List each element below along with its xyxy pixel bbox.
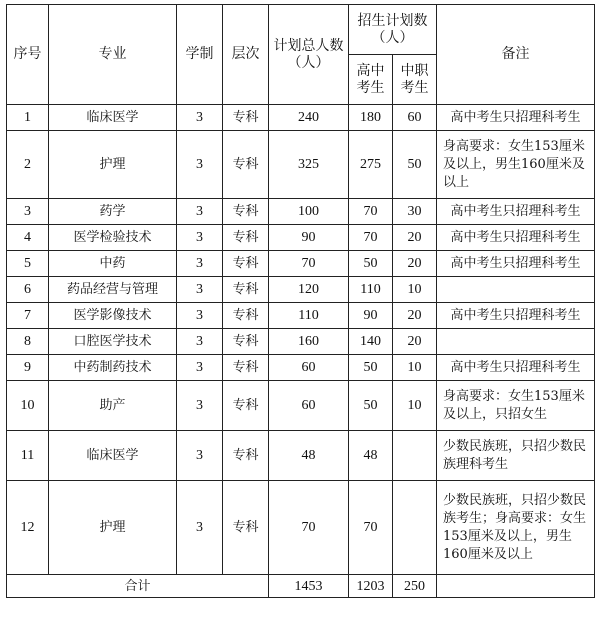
cell-voc: 10: [393, 355, 437, 381]
cell-high: 70: [349, 199, 393, 225]
table-row: [7, 381, 595, 431]
table-row: [7, 105, 595, 131]
cell-total: 160: [269, 329, 349, 355]
cell-duration: 3: [177, 277, 223, 303]
total-sum: 1453: [269, 575, 349, 598]
cell-seq: 10: [7, 381, 49, 431]
cell-remark: 少数民族班，只招少数民族理科考生: [437, 431, 595, 481]
cell-major: 护理: [49, 481, 177, 575]
cell-high: 275: [349, 131, 393, 199]
cell-major: 临床医学: [49, 105, 177, 131]
cell-remark: 少数民族班，只招少数民族考生；身高要求：女生153厘米及以上，男生160厘米及以上: [437, 481, 595, 575]
cell-high: 48: [349, 431, 393, 481]
cell-major: 中药制药技术: [49, 355, 177, 381]
cell-level: 专科: [223, 303, 269, 329]
cell-major: 医学影像技术: [49, 303, 177, 329]
cell-level: 专科: [223, 131, 269, 199]
cell-remark: 高中考生只招理科考生: [437, 105, 595, 131]
cell-major: 药品经营与管理: [49, 277, 177, 303]
cell-total: 120: [269, 277, 349, 303]
cell-voc: 20: [393, 329, 437, 355]
cell-high: 70: [349, 225, 393, 251]
cell-seq: 2: [7, 131, 49, 199]
cell-seq: 4: [7, 225, 49, 251]
cell-voc: 20: [393, 251, 437, 277]
cell-level: 专科: [223, 277, 269, 303]
table-row: [7, 199, 595, 225]
cell-voc: 20: [393, 225, 437, 251]
cell-remark: 高中考生只招理科考生: [437, 225, 595, 251]
table-row: [7, 277, 595, 303]
table-row: [7, 303, 595, 329]
cell-seq: 1: [7, 105, 49, 131]
cell-level: 专科: [223, 105, 269, 131]
cell-level: 专科: [223, 431, 269, 481]
cell-total: 325: [269, 131, 349, 199]
total-voc: 250: [393, 575, 437, 598]
cell-total: 240: [269, 105, 349, 131]
cell-seq: 12: [7, 481, 49, 575]
cell-seq: 5: [7, 251, 49, 277]
cell-seq: 3: [7, 199, 49, 225]
cell-major: 医学检验技术: [49, 225, 177, 251]
cell-level: 专科: [223, 199, 269, 225]
header-total: 计划总人数（人）: [269, 5, 349, 105]
cell-seq: 11: [7, 431, 49, 481]
cell-total: 48: [269, 431, 349, 481]
cell-major: 助产: [49, 381, 177, 431]
cell-duration: 3: [177, 251, 223, 277]
cell-high: 70: [349, 481, 393, 575]
cell-major: 口腔医学技术: [49, 329, 177, 355]
cell-total: 60: [269, 355, 349, 381]
cell-voc: 10: [393, 381, 437, 431]
cell-total: 70: [269, 481, 349, 575]
total-high: 1203: [349, 575, 393, 598]
cell-voc: 20: [393, 303, 437, 329]
cell-total: 100: [269, 199, 349, 225]
table-row: [7, 481, 595, 575]
cell-high: 140: [349, 329, 393, 355]
cell-duration: 3: [177, 225, 223, 251]
cell-high: 50: [349, 355, 393, 381]
cell-level: 专科: [223, 355, 269, 381]
cell-level: 专科: [223, 481, 269, 575]
table-row: [7, 131, 595, 199]
cell-major: 药学: [49, 199, 177, 225]
cell-level: 专科: [223, 381, 269, 431]
header-seq: 序号: [7, 5, 49, 105]
cell-total: 110: [269, 303, 349, 329]
cell-remark: 身高要求：女生153厘米及以上，只招女生: [437, 381, 595, 431]
header-plan-group: 招生计划数（人）: [349, 5, 437, 55]
cell-total: 70: [269, 251, 349, 277]
cell-level: 专科: [223, 329, 269, 355]
cell-seq: 9: [7, 355, 49, 381]
cell-duration: 3: [177, 381, 223, 431]
cell-duration: 3: [177, 199, 223, 225]
cell-duration: 3: [177, 303, 223, 329]
cell-seq: 6: [7, 277, 49, 303]
cell-major: 临床医学: [49, 431, 177, 481]
cell-voc: [393, 481, 437, 575]
cell-voc: [393, 431, 437, 481]
total-row: [7, 575, 595, 598]
header-major: 专业: [49, 5, 177, 105]
cell-high: 180: [349, 105, 393, 131]
total-remark: [437, 575, 595, 598]
cell-voc: 30: [393, 199, 437, 225]
cell-voc: 10: [393, 277, 437, 303]
table-row: [7, 355, 595, 381]
cell-voc: 50: [393, 131, 437, 199]
cell-major: 中药: [49, 251, 177, 277]
cell-remark: 高中考生只招理科考生: [437, 355, 595, 381]
cell-duration: 3: [177, 355, 223, 381]
table-body: [7, 105, 595, 575]
cell-duration: 3: [177, 131, 223, 199]
cell-level: 专科: [223, 251, 269, 277]
cell-remark: 高中考生只招理科考生: [437, 303, 595, 329]
cell-remark: 高中考生只招理科考生: [437, 199, 595, 225]
cell-duration: 3: [177, 329, 223, 355]
cell-high: 50: [349, 251, 393, 277]
cell-duration: 3: [177, 431, 223, 481]
header-duration: 学制: [177, 5, 223, 105]
cell-remark: 身高要求：女生153厘米及以上，男生160厘米及以上: [437, 131, 595, 199]
cell-high: 50: [349, 381, 393, 431]
cell-seq: 7: [7, 303, 49, 329]
total-label: 合计: [7, 575, 269, 598]
cell-high: 110: [349, 277, 393, 303]
header-level: 层次: [223, 5, 269, 105]
enrollment-plan-table: [6, 4, 595, 598]
cell-high: 90: [349, 303, 393, 329]
cell-level: 专科: [223, 225, 269, 251]
cell-remark: [437, 277, 595, 303]
table-row: [7, 225, 595, 251]
cell-total: 60: [269, 381, 349, 431]
table-row: [7, 329, 595, 355]
cell-total: 90: [269, 225, 349, 251]
cell-remark: [437, 329, 595, 355]
header-row: [7, 5, 595, 55]
cell-remark: 高中考生只招理科考生: [437, 251, 595, 277]
table-row: [7, 431, 595, 481]
cell-seq: 8: [7, 329, 49, 355]
header-high-school: 高中考生: [349, 55, 393, 105]
cell-duration: 3: [177, 105, 223, 131]
cell-duration: 3: [177, 481, 223, 575]
header-vocational: 中职考生: [393, 55, 437, 105]
table-row: [7, 251, 595, 277]
cell-major: 护理: [49, 131, 177, 199]
header-remark: 备注: [437, 5, 595, 105]
cell-voc: 60: [393, 105, 437, 131]
